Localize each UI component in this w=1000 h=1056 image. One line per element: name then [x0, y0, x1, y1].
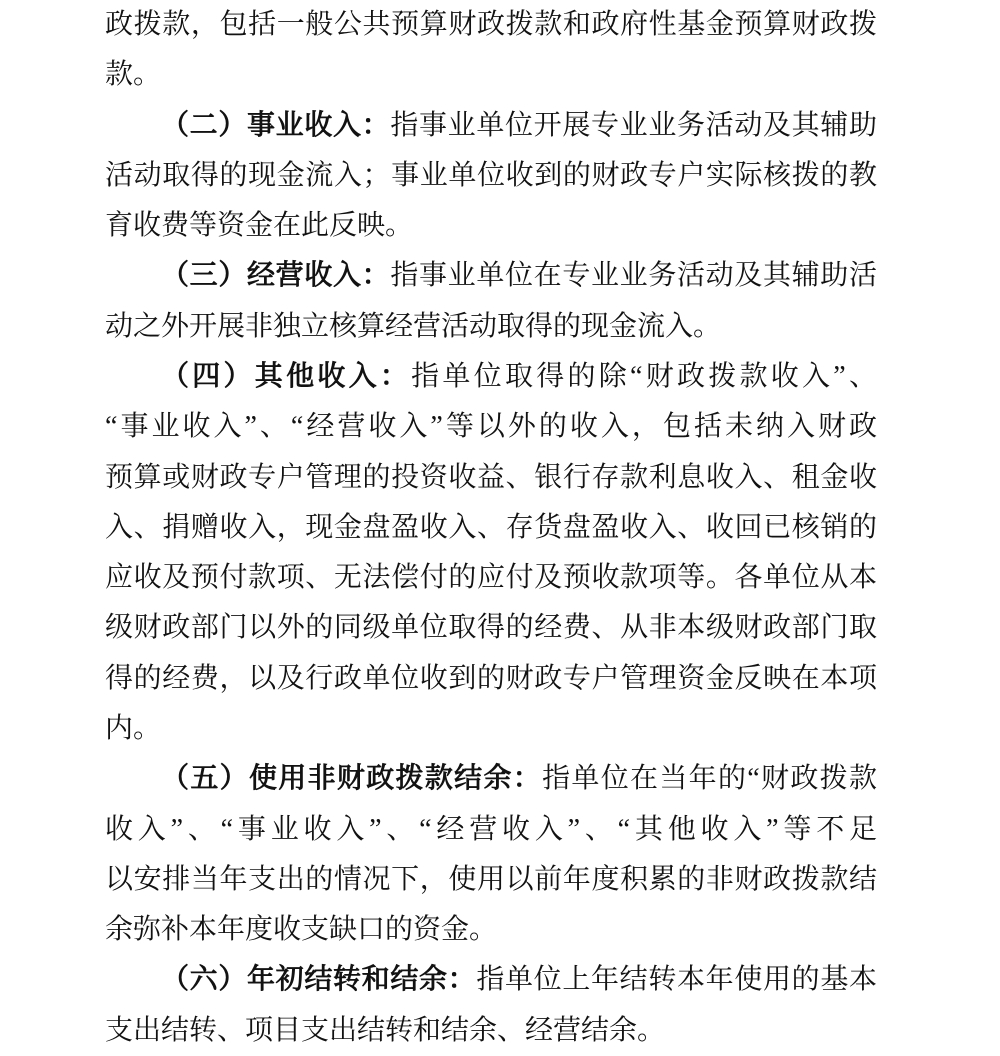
text-line: [105, 0, 877, 50]
text-line: [105, 352, 877, 402]
term-label: （六）年初结转和结余：: [161, 964, 477, 996]
term-label: （三）经营收入：: [161, 260, 391, 292]
line-text: 内。: [105, 712, 162, 744]
term-label: （四）其他收入：: [161, 360, 412, 392]
line-text: 以安排当年支出的情况下，使用以前年度积累的非财政拨款结: [105, 863, 877, 895]
line-text: 指事业单位开展专业业务活动及其辅助: [390, 109, 877, 141]
line-text: 入、捐赠收入，现金盘盈收入、存货盘盈收入、收回已核销的: [105, 511, 877, 543]
line-text: 育收费等资金在此反映。: [105, 210, 414, 242]
line-text: 预算或财政专户管理的投资收益、银行存款利息收入、租金收: [105, 461, 877, 493]
line-text: 得的经费，以及行政单位收到的财政专户管理资金反映在本项: [105, 662, 877, 694]
paragraph-shiye-shouru: [105, 101, 877, 252]
text-line: [105, 151, 877, 201]
line-text: 动之外开展非独立核算经营活动取得的现金流入。: [105, 310, 722, 342]
line-text: “事业收入”、“经营收入”等以外的收入，包括未纳入财政: [105, 411, 877, 443]
text-line: [105, 955, 877, 1005]
line-text: 活动取得的现金流入；事业单位收到的财政专户实际核拨的教: [105, 159, 877, 191]
line-text: 应收及预付款项、无法偿付的应付及预收款项等。各单位从本: [105, 562, 877, 594]
text-line: [105, 201, 877, 251]
line-text: 指单位在当年的“财政拨款: [542, 763, 877, 795]
line-text: 政拨款，包括一般公共预算财政拨款和政府性基金预算财政拨: [105, 9, 877, 40]
text-line: [105, 704, 877, 754]
paragraph-jingying-shouru: [105, 251, 877, 352]
text-line: [105, 855, 877, 905]
text-line: [105, 251, 877, 301]
paragraph-continuation: [105, 0, 877, 101]
line-text: 指单位取得的除“财政拨款收入”、: [411, 360, 877, 392]
paragraph-nianchu-jiezhuan-he-jieyu: [105, 955, 877, 1056]
line-text: 级财政部门以外的同级单位取得的经费、从非本级财政部门取: [105, 612, 877, 644]
text-line: [105, 553, 877, 603]
line-text: 收入”、“事业收入”、“经营收入”、“其他收入”等不足: [105, 813, 877, 845]
line-text: 支出结转、项目支出结转和结余、经营结余。: [105, 1014, 666, 1046]
line-text: 指事业单位在专业业务活动及其辅助活: [390, 260, 877, 292]
text-line: [105, 603, 877, 653]
text-line: [105, 50, 877, 100]
text-line: [105, 1006, 877, 1056]
text-line: [105, 805, 877, 855]
text-line: [105, 754, 877, 804]
text-line: [105, 101, 877, 151]
text-line: [105, 503, 877, 553]
line-text: 指单位上年结转本年使用的基本: [476, 964, 877, 996]
text-line: [105, 402, 877, 452]
document-text: [105, 0, 877, 1056]
line-text: 余弥补本年度收支缺口的资金。: [105, 914, 498, 946]
paragraph-qita-shouru: [105, 352, 877, 754]
line-text: 款。: [105, 59, 162, 91]
text-line: [105, 654, 877, 704]
paragraph-shiyong-feicaizheng-bokuan-jieyu: [105, 754, 877, 955]
term-label: （五）使用非财政拨款结余：: [161, 763, 543, 795]
text-line: [105, 905, 877, 955]
term-label: （二）事业收入：: [161, 109, 391, 141]
text-line: [105, 453, 877, 503]
text-line: [105, 302, 877, 352]
